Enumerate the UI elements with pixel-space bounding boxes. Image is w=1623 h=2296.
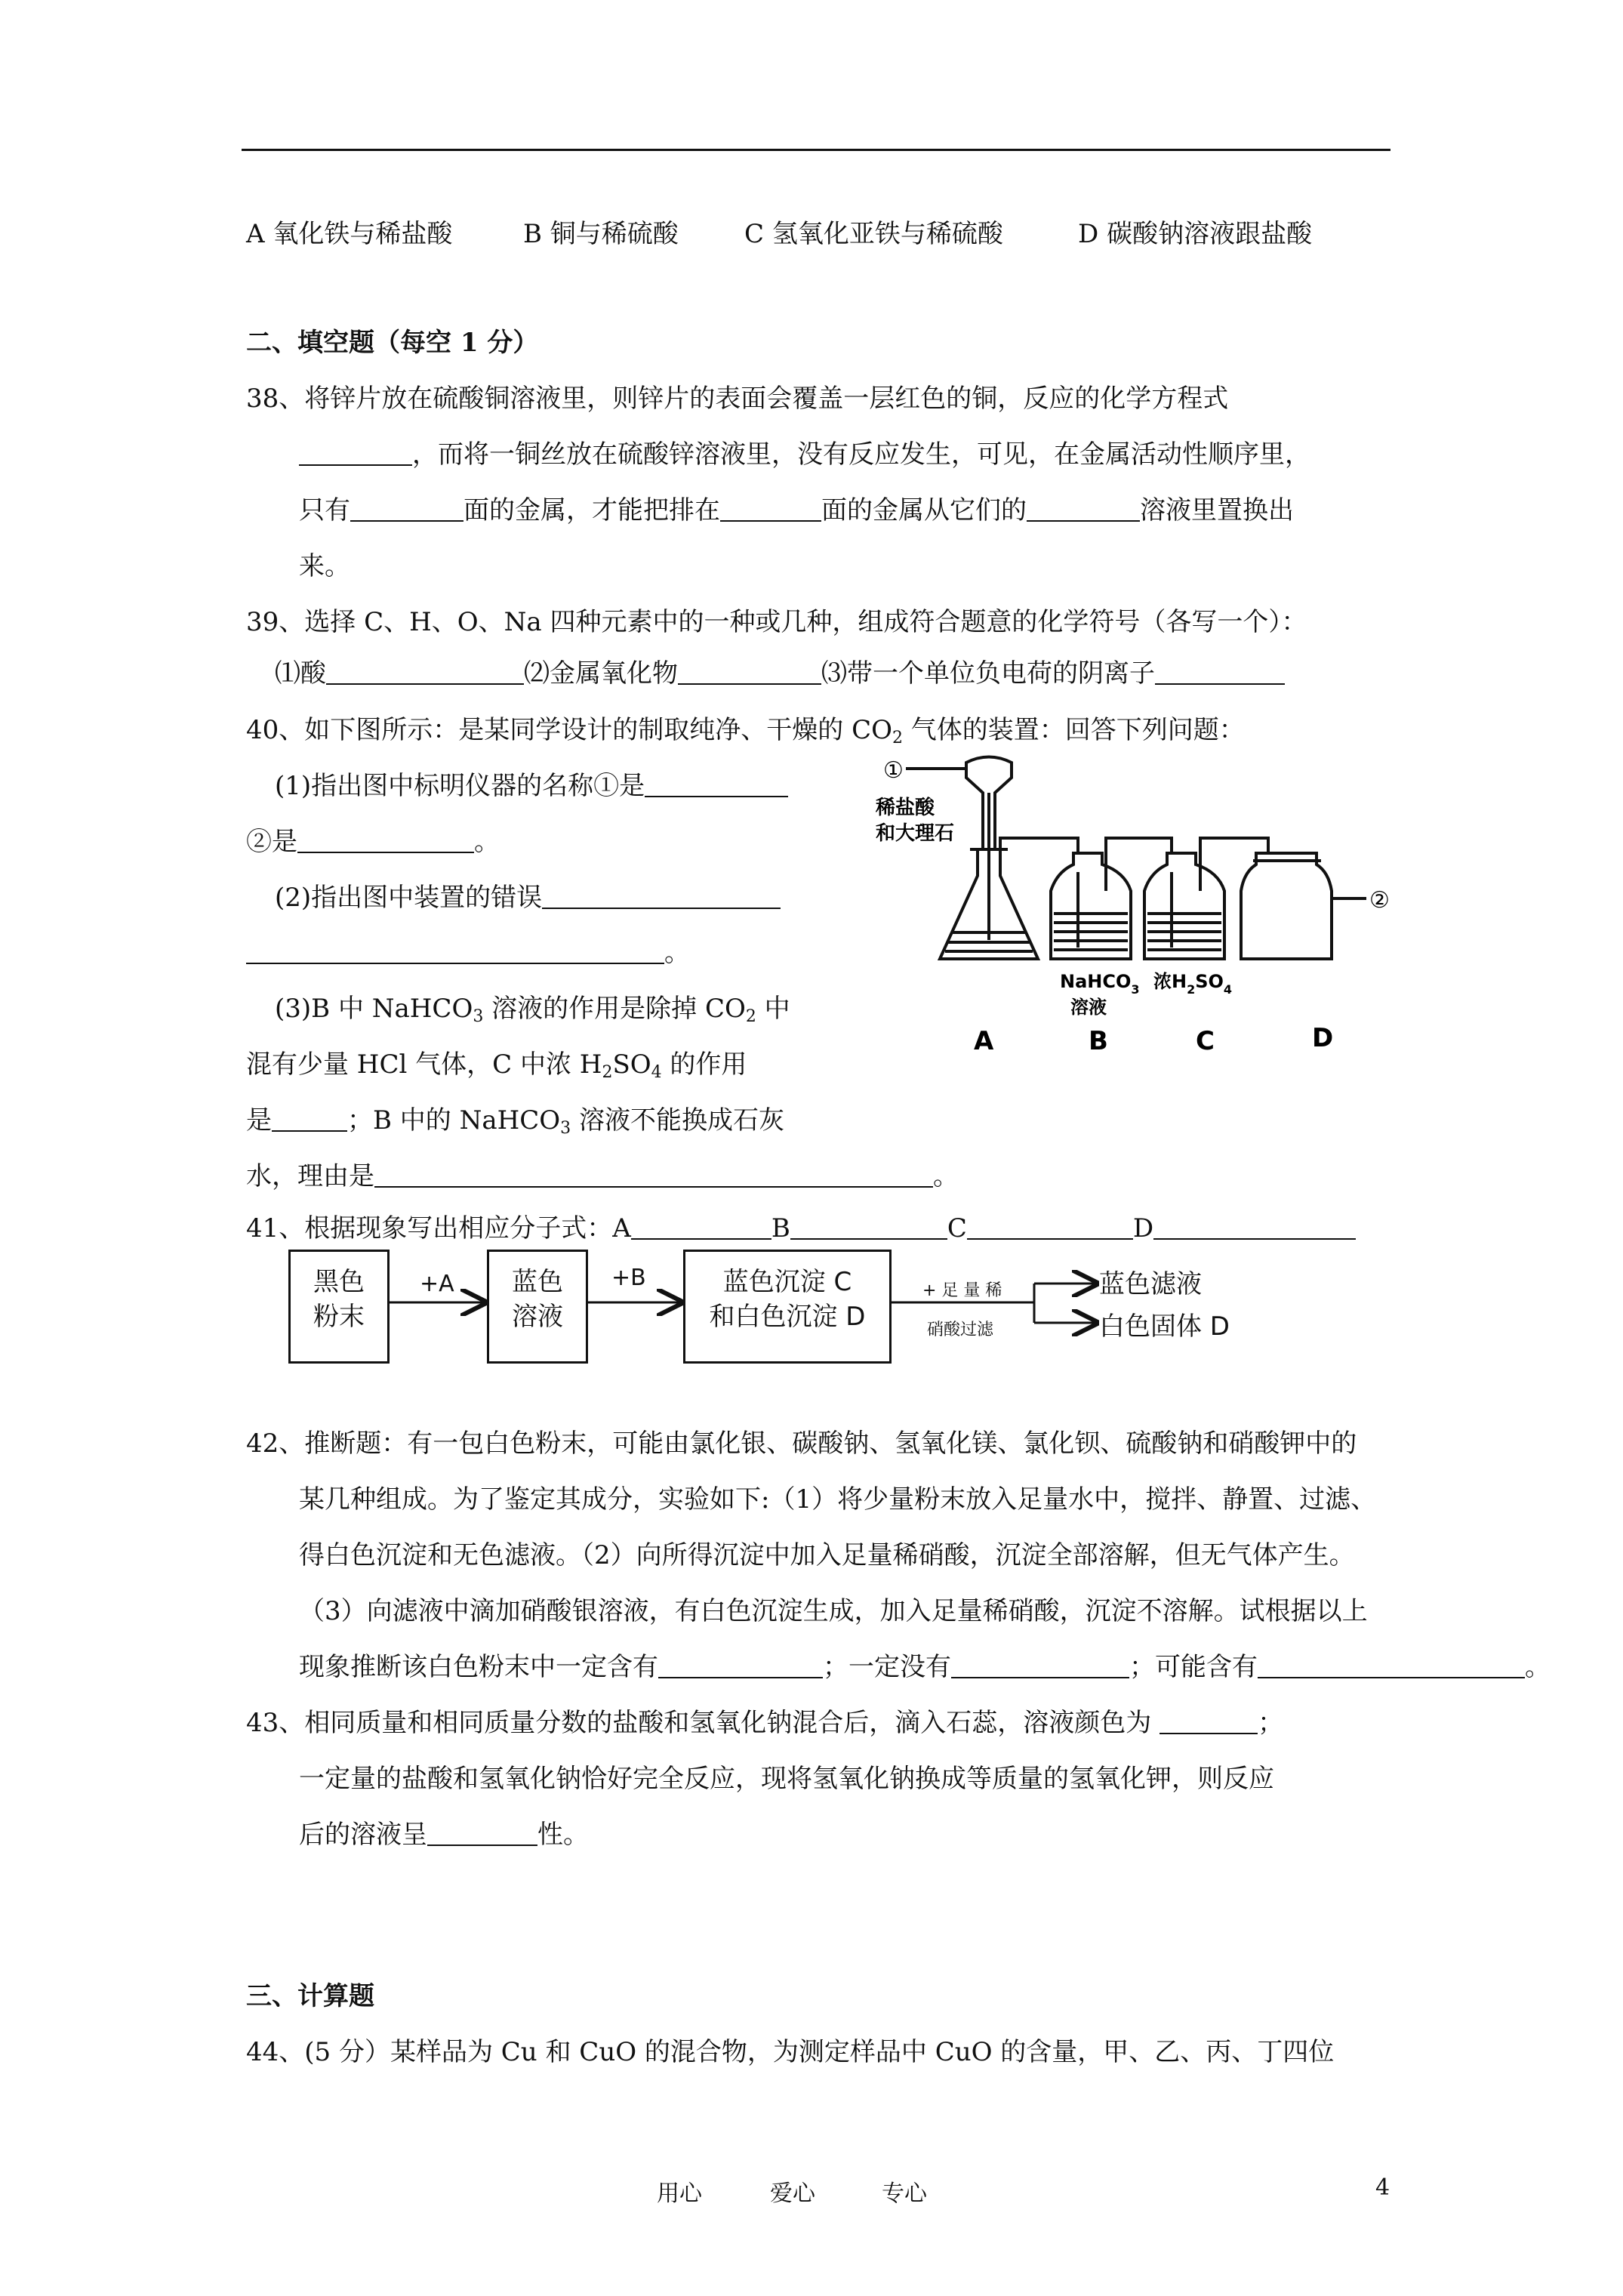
flow-arrow3-top: + 足 量 稀 bbox=[922, 1281, 1002, 1300]
q40-s3-line3 bbox=[246, 1104, 784, 1137]
flow-out1: 蓝色滤液 bbox=[1099, 1269, 1202, 1299]
q38-line4: 来。 bbox=[299, 551, 350, 581]
diagram-B: B bbox=[1089, 1026, 1108, 1056]
q42-line5-b: ；一定没有 bbox=[823, 1652, 951, 1682]
q40-s2b bbox=[246, 936, 690, 969]
q44-line1: 44、(5 分）某样品为 Cu 和 CuO 的混合物，为测定样品中 CuO 的含量，甲、乙、丙、丁四位 bbox=[246, 2037, 1335, 2067]
q40-s1 bbox=[275, 769, 788, 803]
q41-c: C bbox=[947, 1213, 967, 1244]
q38-blank-2[interactable] bbox=[350, 498, 463, 522]
q41-blank-c[interactable] bbox=[967, 1216, 1133, 1240]
q38-line3 bbox=[299, 494, 1294, 527]
section3-title: 三、计算题 bbox=[246, 1981, 374, 2011]
q40-blank-3[interactable] bbox=[542, 885, 781, 909]
q42-line3: 得白色沉淀和无色滤液。（2）向所得沉淀中加入足量稀硝酸，沉淀全部溶解，但无气体产生。 bbox=[299, 1540, 1355, 1570]
flow-out2: 白色固体 D bbox=[1099, 1311, 1230, 1342]
section2-title: 二、填空题（每空 1 分） bbox=[246, 328, 539, 358]
q38-line3-d: 溶液里置换出 bbox=[1140, 495, 1294, 525]
q43-line3-b: 性。 bbox=[537, 1820, 589, 1850]
q40-s1b-text: ②是 bbox=[246, 827, 297, 857]
b-label-1: NaHCO$_3$ bbox=[1060, 971, 1140, 997]
q40-blank-5[interactable] bbox=[272, 1108, 347, 1132]
q40-line1-sub: 2 bbox=[892, 729, 903, 747]
q40-s3-line2-sub1: 2 bbox=[602, 1063, 613, 1082]
q41-d: D bbox=[1132, 1213, 1154, 1244]
q41-blank-a[interactable] bbox=[631, 1216, 771, 1240]
q40-s3-line4 bbox=[246, 1160, 959, 1193]
q41-line1-text: 41、根据现象写出相应分子式：A bbox=[246, 1213, 631, 1244]
q40-period-2: 。 bbox=[664, 938, 690, 968]
q43-line3-a: 后的溶液呈 bbox=[299, 1820, 427, 1850]
q40-blank-2[interactable] bbox=[297, 829, 474, 853]
flow-box3-l2: 和白色沉淀 D bbox=[709, 1302, 866, 1332]
option-b: B 铜与稀硫酸 bbox=[523, 219, 679, 249]
q38-blank-1[interactable] bbox=[299, 442, 412, 466]
flow-box1-text bbox=[288, 1265, 390, 1334]
q39-blank-3[interactable] bbox=[1155, 661, 1285, 685]
b-label-2: 溶液 bbox=[1070, 997, 1107, 1018]
flow-arrows bbox=[377, 1268, 1102, 1351]
q43-blank-1[interactable] bbox=[1160, 1710, 1258, 1734]
q38-blank-3[interactable] bbox=[720, 498, 821, 522]
q40-blank-1[interactable] bbox=[645, 773, 788, 797]
q42-line5-c: ；可能含有 bbox=[1129, 1652, 1258, 1682]
apparatus-diagram bbox=[876, 747, 1397, 1065]
option-c: C 氢氧化亚铁与稀硫酸 bbox=[744, 219, 1003, 249]
q40-s3-b: 溶液的作用是除掉 CO bbox=[483, 994, 746, 1024]
q42-line5-d: 。 bbox=[1525, 1652, 1551, 1682]
q40-s3-line3-b: ；B 中的 NaHCO bbox=[347, 1105, 561, 1136]
q42-line4: （3）向滤液中滴加硝酸银溶液，有白色沉淀生成，加入足量稀硝酸，沉淀不溶解。试根据以上 bbox=[299, 1596, 1368, 1626]
acid-label-1: 稀盐酸 bbox=[876, 797, 935, 819]
q39-blank-2[interactable] bbox=[678, 661, 821, 685]
diagram-label-2: ② bbox=[1369, 887, 1390, 914]
q42-blank-3[interactable] bbox=[1258, 1654, 1525, 1678]
footer-b: 爱心 bbox=[770, 2180, 815, 2207]
flow-arrow2-label: +B bbox=[611, 1265, 646, 1291]
q39-p1: ⑴酸 bbox=[275, 658, 326, 689]
q40-s3-line2-a: 混有少量 HCl 气体，C 中浓 H bbox=[246, 1049, 602, 1080]
acid-label-2: 和大理石 bbox=[876, 822, 955, 845]
q39-line2 bbox=[275, 657, 1285, 690]
flow-box3-l1: 蓝色沉淀 C bbox=[722, 1267, 852, 1297]
q41-blank-d[interactable] bbox=[1153, 1216, 1356, 1240]
header-rule bbox=[242, 149, 1390, 151]
q41-blank-b[interactable] bbox=[790, 1216, 947, 1240]
q40-s3-c: 中 bbox=[756, 994, 790, 1024]
q42-line5 bbox=[299, 1650, 1551, 1684]
diagram-label-1: ① bbox=[883, 757, 904, 784]
q42-blank-1[interactable] bbox=[658, 1654, 823, 1678]
q43-line2: 一定量的盐酸和氢氧化钠恰好完全反应，现将氢氧化钠换成等质量的氢氧化钾，则反应 bbox=[299, 1764, 1274, 1794]
flow-arrow3-bottom: 硝酸过滤 bbox=[927, 1321, 994, 1339]
footer-c: 专心 bbox=[882, 2180, 927, 2207]
q38-line2 bbox=[299, 438, 1310, 471]
q38-line1: 38、将锌片放在硫酸铜溶液里，则锌片的表面会覆盖一层红色的铜，反应的化学方程式 bbox=[246, 384, 1229, 414]
diagram-C: C bbox=[1196, 1026, 1215, 1056]
q41-b: B bbox=[771, 1213, 790, 1244]
q42-line2: 某几种组成。为了鉴定其成分，实验如下:（1）将少量粉末放入足量水中，搅拌、静置、过滤、 bbox=[299, 1484, 1377, 1515]
q40-line1 bbox=[246, 713, 1245, 747]
q40-s3-sub1: 3 bbox=[473, 1007, 484, 1026]
q42-blank-2[interactable] bbox=[951, 1654, 1129, 1678]
q40-s1-text: (1)指出图中标明仪器的名称①是 bbox=[275, 771, 645, 801]
q38-line2-text: ，而将一铜丝放在硫酸锌溶液里，没有反应发生，可见，在金属活动性顺序里， bbox=[412, 439, 1310, 470]
q39-line1: 39、选择 C、H、O、Na 四种元素中的一种或几种，组成符合题意的化学符号（各写一个）： bbox=[246, 607, 1307, 637]
q38-line3-b: 面的金属，才能把排在 bbox=[463, 495, 720, 525]
q40-s3-line4-text: 水，理由是 bbox=[246, 1161, 374, 1191]
q42-line1: 42、推断题：有一包白色粉末，可能由氯化银、碳酸钠、氢氧化镁、氯化钡、硫酸钠和硝酸钾中的 bbox=[246, 1428, 1357, 1459]
footer-a: 用心 bbox=[657, 2180, 702, 2207]
q40-period-1: 。 bbox=[474, 827, 500, 857]
q40-s2 bbox=[275, 881, 781, 914]
q38-line3-a: 只有 bbox=[299, 495, 350, 525]
q40-s3-line3-sub: 3 bbox=[560, 1119, 571, 1138]
q40-s3-sub2: 2 bbox=[745, 1007, 756, 1026]
q40-s3-line2 bbox=[246, 1048, 747, 1081]
q40-blank-6[interactable] bbox=[374, 1163, 933, 1188]
top-options bbox=[246, 217, 452, 251]
q43-line1-b: ； bbox=[1258, 1708, 1284, 1738]
q40-period-3: 。 bbox=[933, 1161, 959, 1191]
q40-s1b bbox=[246, 825, 500, 858]
diagram-A: A bbox=[974, 1026, 994, 1056]
q40-s2-text: (2)指出图中装置的错误 bbox=[275, 883, 543, 913]
q40-line1-a: 40、如下图所示：是某同学设计的制取纯净、干燥的 CO bbox=[246, 715, 892, 745]
q43-blank-2[interactable] bbox=[427, 1822, 537, 1846]
q40-s3-line1 bbox=[275, 992, 790, 1025]
q40-blank-4[interactable] bbox=[246, 940, 664, 964]
q42-line5-a: 现象推断该白色粉末中一定含有 bbox=[299, 1652, 658, 1682]
q40-s3-line2-c: 的作用 bbox=[661, 1049, 747, 1080]
page-number: 4 bbox=[1375, 2174, 1390, 2201]
q43-line1-a: 43、相同质量和相同质量分数的盐酸和氢氧化钠混合后，滴入石蕊，溶液颜色为 bbox=[246, 1708, 1160, 1738]
q43-line1 bbox=[246, 1706, 1283, 1740]
q40-s3-line3-a: 是 bbox=[246, 1105, 272, 1136]
q41-line1 bbox=[246, 1212, 1356, 1245]
q39-blank-1[interactable] bbox=[326, 661, 524, 685]
q39-p3: ⑶带一个单位负电荷的阴离子 bbox=[821, 658, 1155, 689]
option-d: D 碳酸钠溶液跟盐酸 bbox=[1078, 219, 1313, 249]
flow-box1-l2: 粉末 bbox=[313, 1302, 365, 1332]
q39-p2: ⑵金属氧化物 bbox=[524, 658, 678, 689]
q40-s3-line2-sub2: 4 bbox=[651, 1063, 662, 1082]
flow-arrow1-label: +A bbox=[420, 1271, 454, 1297]
flow-box2-l1: 蓝色 bbox=[512, 1267, 563, 1297]
c-label: 浓$H_2SO_4$ bbox=[1153, 971, 1233, 997]
q40-s3-a: (3)B 中 NaHCO bbox=[275, 994, 473, 1024]
flow-box2-l2: 溶液 bbox=[512, 1302, 563, 1332]
q40-s3-line2-b: SO bbox=[612, 1049, 651, 1080]
q40-line1-b: 气体的装置：回答下列问题： bbox=[902, 715, 1245, 745]
flow-box1-l1: 黑色 bbox=[313, 1267, 365, 1297]
option-a: A 氧化铁与稀盐酸 bbox=[246, 219, 453, 249]
q43-line3 bbox=[299, 1818, 589, 1851]
q38-line3-c: 面的金属从它们的 bbox=[821, 495, 1027, 525]
q38-blank-4[interactable] bbox=[1027, 498, 1140, 522]
diagram-D: D bbox=[1312, 1023, 1334, 1053]
q40-s3-line3-c: 溶液不能换成石灰 bbox=[571, 1105, 784, 1136]
